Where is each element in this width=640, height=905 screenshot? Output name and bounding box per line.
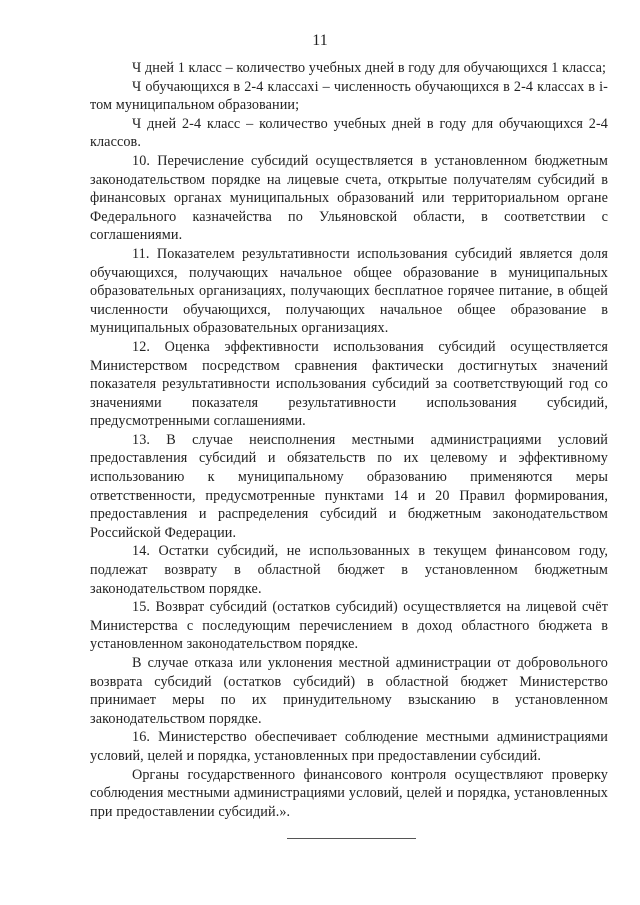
paragraph-days-grades2-4: Ч дней 2-4 класс – количество учебных дней в году для обучающихся 2-4 классов. [90, 115, 608, 151]
end-divider-line [287, 838, 416, 839]
paragraph-financial-control: Органы государственного финансового контроля осуществляют проверку соблюдения местными администрациями условий, целей и порядка, установленных при предоставлении субсидий.». [90, 766, 608, 820]
paragraph-clause-10: 10. Перечисление субсидий осуществляется в установленном бюджетным законодательством порядке на лицевые счета, открытые получателям субсидий в финансовых органах муниципальных образований или территориальном органе Федерального казначейства по Ульяновской области, в соответствии с соглашениями. [90, 152, 608, 244]
paragraph-clause-15-refusal: В случае отказа или уклонения местной администрации от добровольного возврата субсидий (остатков субсидий) в областной бюджет Министерство принимает меры по их принудительному взысканию в установленном законодательством порядке. [90, 655, 608, 727]
paragraph-clause-16: 16. Министерство обеспечивает соблюдение местными администрациями условий, целей и порядка, установленных при предоставлении субсидий. [90, 729, 608, 764]
document-body [90, 59, 608, 821]
page-number: 11 [312, 32, 328, 49]
paragraph-days-grade1: Ч дней 1 класс – количество учебных дней в году для обучающихся 1 класса; [132, 60, 607, 76]
paragraph-clause-12: 12. Оценка эффективности использования субсидий осуществляется Министерством посредством сравнения фактически достигнутых значений показателя результативности использования субсидий за соответствующий год со значениями показателя результативности использования субсидий, предусмотренными соглашениями. [90, 338, 608, 430]
paragraph-students-grades2-4: Ч обучающихся в 2-4 классахi – численность обучающихся в 2-4 классах в i-том муниципальном образовании; [90, 78, 608, 114]
paragraph-clause-11: 11. Показателем результативности использования субсидий является доля обучающихся, получающих начальное общее образование в муниципальных образовательных организациях, получающих бесплатное горячее питание, в общей численности обучающихся, получающих начальное общее образование в муниципальных образовательных организациях. [90, 245, 608, 337]
paragraph-clause-15: 15. Возврат субсидий (остатков субсидий) осуществляется на лицевой счёт Министерства с последующим перечислением в доход областного бюджета в установленном законодательством порядке. [90, 599, 608, 653]
paragraph-clause-13: 13. В случае неисполнения местными администрациями условий предоставления субсидий и обязательств по их целевому и эффективному использованию к муниципальному образованию применяются меры ответственности, предусмотренные пунктами 14 и 20 Правил формирования, предоставления и распределения субсидий и бюджетным законодательством Российской Федерации. [90, 431, 608, 541]
paragraph-clause-14: 14. Остатки субсидий, не использованных в текущем финансовом году, подлежат возврату в областной бюджет в установленном бюджетным законодательством порядке. [90, 543, 608, 597]
